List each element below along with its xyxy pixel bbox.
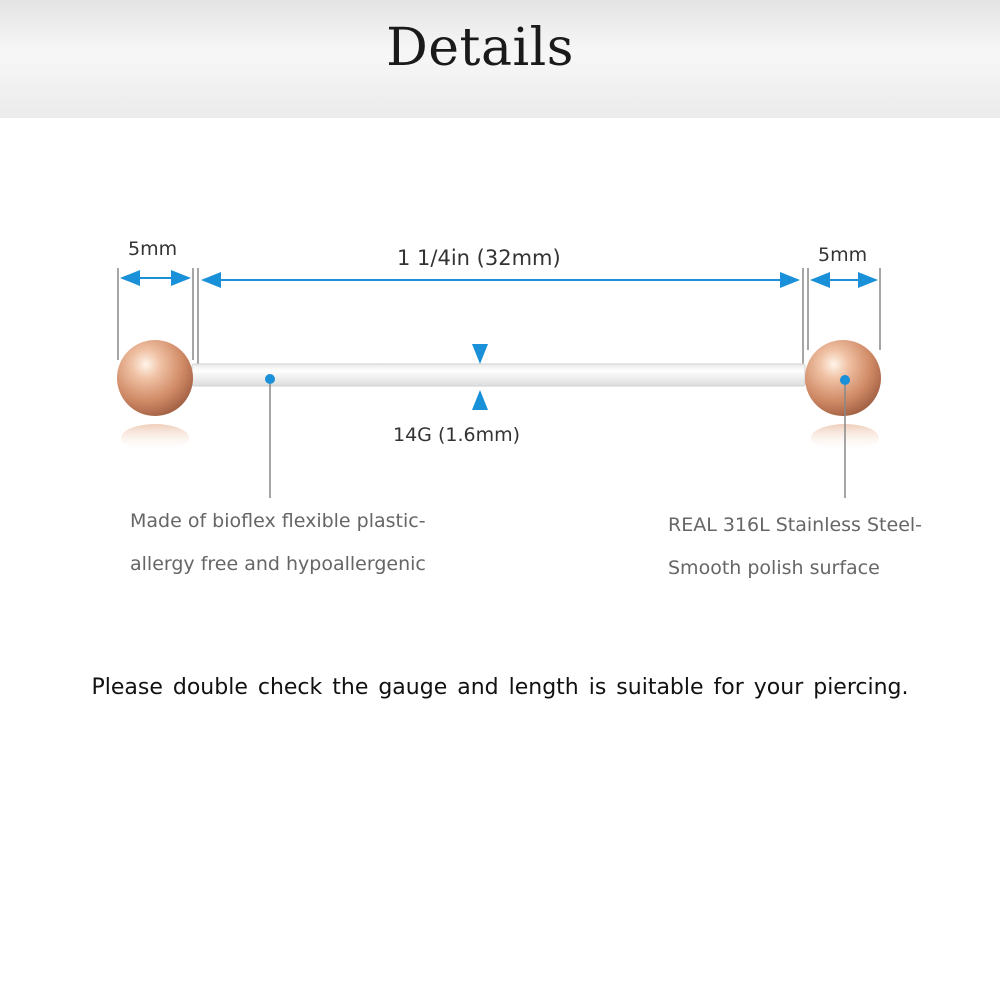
right-ball-size-label: 5mm — [818, 244, 868, 266]
barbell-bar — [192, 364, 805, 386]
piercing-fit-note: Please double check the gauge and length is suitable for your piercing. — [91, 675, 909, 700]
ball-callout-dot — [840, 375, 850, 385]
steel-note-line-2: Smooth polish surface — [668, 557, 880, 579]
left-ball-reflection — [121, 424, 189, 452]
material-note-line-1: Made of bioflex flexible plastic- — [130, 510, 426, 532]
gauge-label: 14G (1.6mm) — [393, 424, 520, 446]
bar-callout-dot — [265, 374, 275, 384]
material-note-line-2: allergy free and hypoallergenic — [130, 553, 426, 575]
left-ball-size-label: 5mm — [128, 238, 178, 260]
length-label: 1 1/4in (32mm) — [397, 246, 561, 270]
steel-note — [668, 504, 922, 590]
material-note — [130, 500, 426, 586]
page-title: Details — [386, 18, 574, 78]
left-ball — [117, 340, 193, 416]
steel-note-line-1: REAL 316L Stainless Steel- — [668, 514, 923, 536]
